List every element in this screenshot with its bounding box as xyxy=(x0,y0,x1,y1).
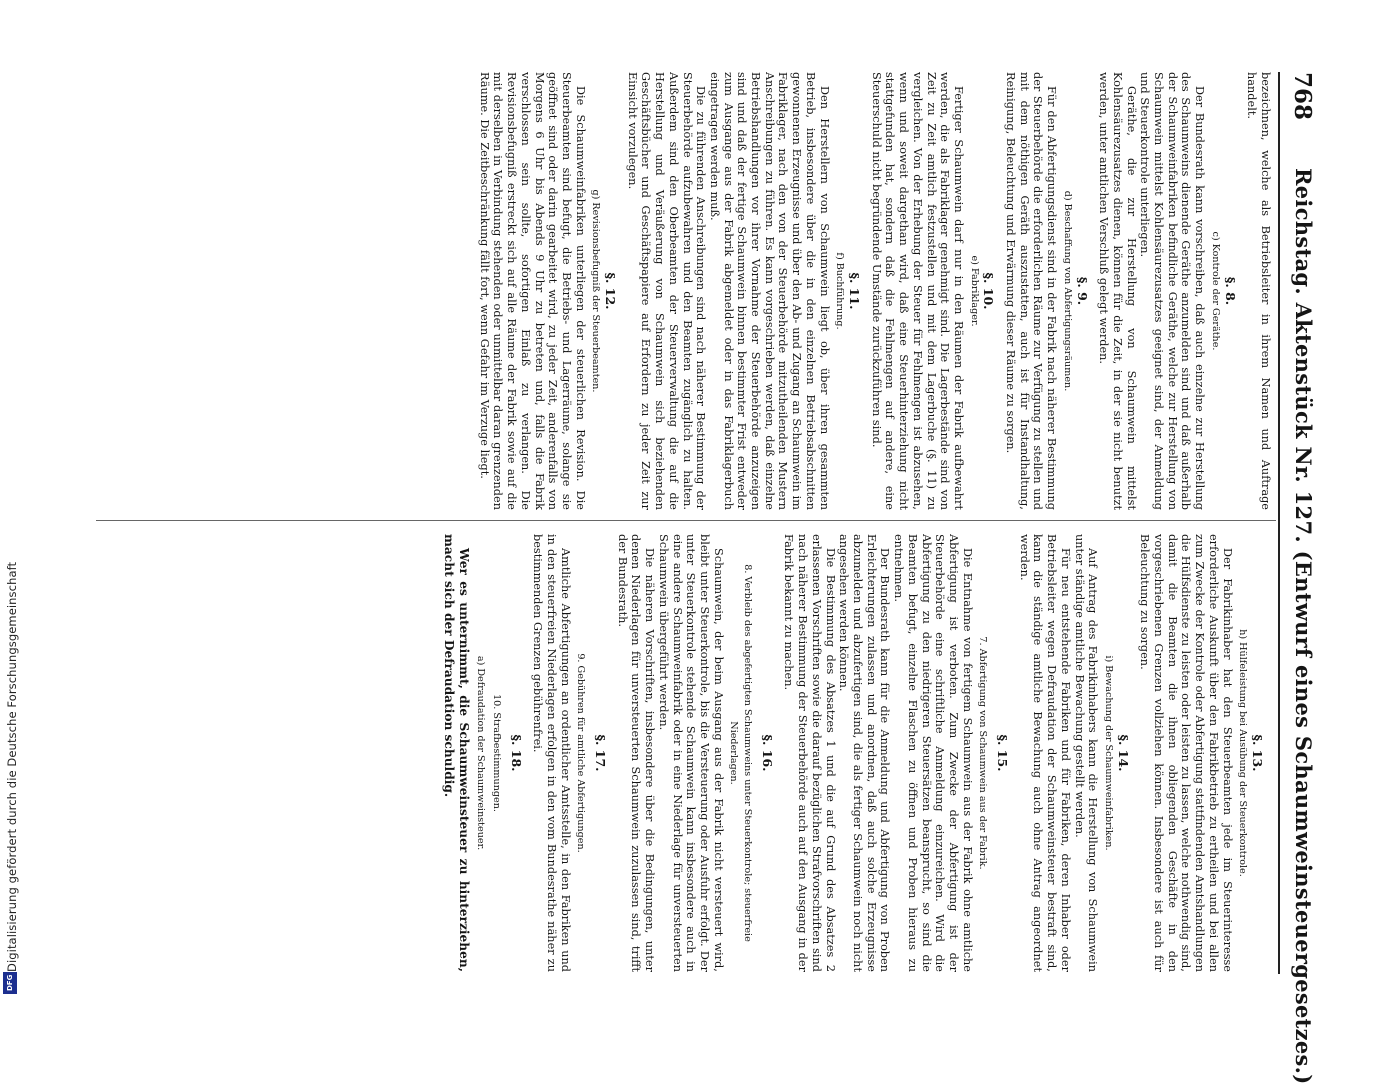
body-paragraph: Die Schaumweinfabriken unterliegen der steuerlichen Revision. Die Steuerbeamten sind befugt, die Betriebs- und Lagerräume, solange sie geöffnet sind oder darin gearbeitet wird, zu jeder Zeit, anderenfalls von Morgens 6 Uhr bis Abends 9 Uhr zu betreten und, falls die Fabrik verschlossen sein sollte, sofortigen Einlaß zu verlangen. Die Revisionsbefugniß erstreckt sich auf alle Räume der Fabrik sowie auf die mit derselben in Verbindung stehenden oder unmittelbar daran grenzenden Räume. Die Zeitbeschränkung fällt fort, wenn Gefahr im Verzuge liegt. xyxy=(477,72,587,510)
body-paragraph: Geräthe, die zur Herstellung von Schaumwein mittelst Kohlensäurezusatzes dienen, können für die Zeit, in der sie nicht benutzt werden, unter amtlichen Verschluß gelegt werden. xyxy=(1097,72,1138,510)
column-divider xyxy=(96,520,1276,521)
section-heading: §. 14. xyxy=(1115,734,1131,772)
body-paragraph: Für neu entstehende Fabriken und für Fabriken, deren Inhaber oder Betriebsleiter wegen Defraudation der Schaumweinsteuer bestraft sind, kann die ständige amtliche Bewachung auch ohne Antrag angeordnet werden. xyxy=(1017,534,1072,972)
section-subtitle: e) Fabriklager. xyxy=(968,255,980,327)
digitization-margin xyxy=(0,0,34,1000)
section-heading: §. 17. xyxy=(593,734,609,772)
dfg-logo: DFG xyxy=(3,972,17,994)
body-paragraph: Amtliche Abfertigungen an ordentlicher Amtsstelle, in den Fabriken und in den steuerfreien Niederlagen erfolgen in den vom Bundesrathe näher zu bestimmenden Grenzen gebührenfrei. xyxy=(531,534,572,972)
body-paragraph: Die Entnahme von fertigem Schaumwein aus der Fabrik ohne amtliche Abfertigung ist verboten. Zum Zwecke der Abfertigung ist der Steuerbehörde eine schriftliche Anmeldung einzureichen. Wird die Abfertigung zu den niedrigeren Steuersätzen beansprucht, so sind die Beamten befugt, einzelne Flaschen zu öffnen und Proben hieraus zu entnehmen. xyxy=(892,534,974,972)
body-paragraph: Der Bundesrath kann vorschreiben, daß auch einzelne zur Herstellung des Schaumweins dienende Geräthe anzumelden sind und daß außerhalb der Schaumweinfabriken befindliche Geräthe, welche zur Herstellung von Schaumwein mittelst Kohlensäurezusatzes geeignet sind, der Anmeldung und Steuerkontrole unterliegen. xyxy=(1138,72,1207,510)
body-paragraph: Die zu führenden Anschreibungen sind nach näherer Bestimmung der Steuerbehörde aufzubewahren und den Beamten zugänglich zu halten. Außerdem sind den Oberbeamten der Steuerverwaltung die auf die Herstellung und Veräußerung von Schaumwein sich beziehenden Geschäftsbücher und Geschäftspapiere auf Erfordern zu jeder Zeit zur Einsicht vorzulegen. xyxy=(625,72,708,510)
digitization-note: Digitalisierung gefördert durch die Deutsche Forschungsgemeinschaft xyxy=(5,561,19,972)
section-heading: §. 16. xyxy=(759,734,775,772)
body-paragraph: Für den Abfertigungsdienst sind in der Fabrik nach näherer Bestimmung der Steuerbehörde die erforderlichen Räume zur Verfügung zu stellen und mit dem nöthigen Geräth auszustatten, auch ist für Instandhaltung, Reinigung, Beleuchtung und Erwärmung dieser Räume zu sorgen. xyxy=(1004,72,1059,510)
section-heading: §. 8. xyxy=(1222,276,1238,306)
running-title: Reichstag. Aktenstück Nr. 127. (Entwurf eines Schaumweinsteuergesetzes.) xyxy=(1291,168,1316,1085)
section-heading: §. 9. xyxy=(1074,276,1090,306)
body-paragraph: Auf Antrag des Fabrikinhabers kann die Herstellung von Schaumwein unter ständige amtliche Bewachung gestellt werden. xyxy=(1072,534,1100,972)
section-subtitle: a) Defraudation der Schaumweinsteuer. xyxy=(475,655,487,851)
numbered-heading: 10. Strafbestimmungen. xyxy=(490,694,502,812)
numbered-heading: 9. Gebühren für amtliche Abfertigungen. xyxy=(575,653,587,853)
scanned-page xyxy=(80,72,1320,1085)
section-subtitle: i) Bewachung der Schaumweinfabriken. xyxy=(1102,655,1114,851)
body-paragraph: Der Bundesrath kann für die Anmeldung und Abfertigung von Proben Erleichterungen zulassen und anordnen, daß auch solche Erzeugnisse abzumelden und abzufertigen sind, die als fertiger Schaumwein noch nicht angesehen werden können. xyxy=(837,534,892,972)
section-heading: §. 11. xyxy=(847,272,863,310)
body-paragraph: Wer es unternimmt, die Schaumweinsteuer zu hinterziehen, macht sich der Defraudation schuldig. xyxy=(442,534,472,972)
body-paragraph: Die Bestimmung des Absatzes 1 und die auf Grund des Absatzes 2 erlassenen Vorschriften sowie die darauf bezüglichen Strafvorschriften sind nach näherer Bestimmung der Steuerbehörde auch auf den Ausgang in der Fabrik bekannt zu machen. xyxy=(782,534,837,972)
body-paragraph: Schaumwein, der beim Ausgang aus der Fabrik nicht versteuert wird, bleibt unter Steuerkontrole, bis die Versteuerung oder Ausfuhr erfolgt. Der unter Steuerkontrole stehende Schaumwein kann insbesondere auch in eine andere Schaumweinfabrik oder in eine Niederlage für unversteuerten Schaumwein übergeführt werden. xyxy=(656,534,725,972)
page-number: 768 xyxy=(1289,72,1316,121)
header-rule xyxy=(1278,72,1280,974)
body-paragraph: Der Fabrikinhaber hat den Steuerbeamten jede im Steuerinteresse erforderliche Auskunft über den Fabrikbetrieb zu ertheilen und bei allen zum Zwecke der Kontrole oder Abfertigung stattfindenden Amtshandlungen die Hülfsdienste zu leisten oder leisten zu lassen, welche nothwendig sind, damit die Beamten die ihnen obliegenden Geschäfte in den vorgeschriebenen Grenzen vollziehen können. Insbesondere ist auch für Beleuchtung zu sorgen. xyxy=(1138,534,1234,972)
body-paragraph: Den Herstellern von Schaumwein liegt ob, über ihren gesammten Betrieb, insbesondere über die in den einzelnen Betriebsabschnitten gewonnenen Erzeugnisse und über den Ab- und Zugang an Schaumwein im Fabriklager, nach den von der Steuerbehörde mitzutheilenden Mustern Anschreibungen zu führen. Es kann vorgeschrieben werden, daß einzelne Betriebshandlungen vor ihrer Vornahme der Steuerbehörde anzuzeigen sind und daß der fertige Schaumwein binnen bestimmter Frist entweder zum Ausgange aus der Fabrik abgemeldet oder in das Fabriklagerbuch eingetragen werden muß. xyxy=(707,72,831,510)
numbered-heading: 8. Verbleib des abgefertigten Schaumweins unter Steuerkontrole; steuerfreie Niederlagen. xyxy=(728,564,754,942)
left-column xyxy=(92,72,1272,510)
section-subtitle: g) Revisionsbefugniß der Steuerbeamten. xyxy=(590,189,602,393)
section-subtitle: f) Buchführung. xyxy=(834,252,846,330)
section-heading: §. 18. xyxy=(508,734,524,772)
section-heading: §. 15. xyxy=(995,734,1011,772)
right-column xyxy=(92,534,1272,972)
numbered-heading: 7. Abfertigung von Schaumwein aus der Fabrik. xyxy=(977,636,989,870)
section-heading: §. 12. xyxy=(603,272,619,310)
body-paragraph: Fertiger Schaumwein darf nur in den Räumen der Fabrik aufbewahrt werden, die als Fabriklager genehmigt sind. Die Lagerbestände sind von Zeit zu Zeit amtlich festzustellen und mit dem Lagerbuche (§. 11) zu vergleichen. Von der Erhebung der Steuer für Fehlmengen ist abzusehen, wenn und soweit dargethan wird, daß eine Steuerhinterziehung nicht stattgefunden hat, sondern daß die Fehlmengen auf andere, eine Steuerschuld nicht begründende Umstände zurückzuführen sind. xyxy=(869,72,965,510)
section-subtitle: d) Beschaffung von Abfertigungsräumen. xyxy=(1061,190,1073,392)
body-paragraph: Die näheren Vorschriften, insbesondere über die Bedingungen, unter denen Niederlagen für unversteuerten Schaumwein zuzulassen sind, trifft der Bundesrath. xyxy=(615,534,657,972)
section-subtitle: h) Hülfeleistung bei Ausübung der Steuerkontrole. xyxy=(1237,629,1249,877)
body-paragraph: bezeichnen, welche als Betriebsleiter in ihrem Namen und Auftrage handelt. xyxy=(1245,72,1272,510)
page-header xyxy=(1276,72,1320,1085)
section-heading: §. 13. xyxy=(1250,734,1265,772)
section-heading: §. 10. xyxy=(981,272,997,310)
section-subtitle: c) Kontrole der Geräthe. xyxy=(1209,231,1221,351)
